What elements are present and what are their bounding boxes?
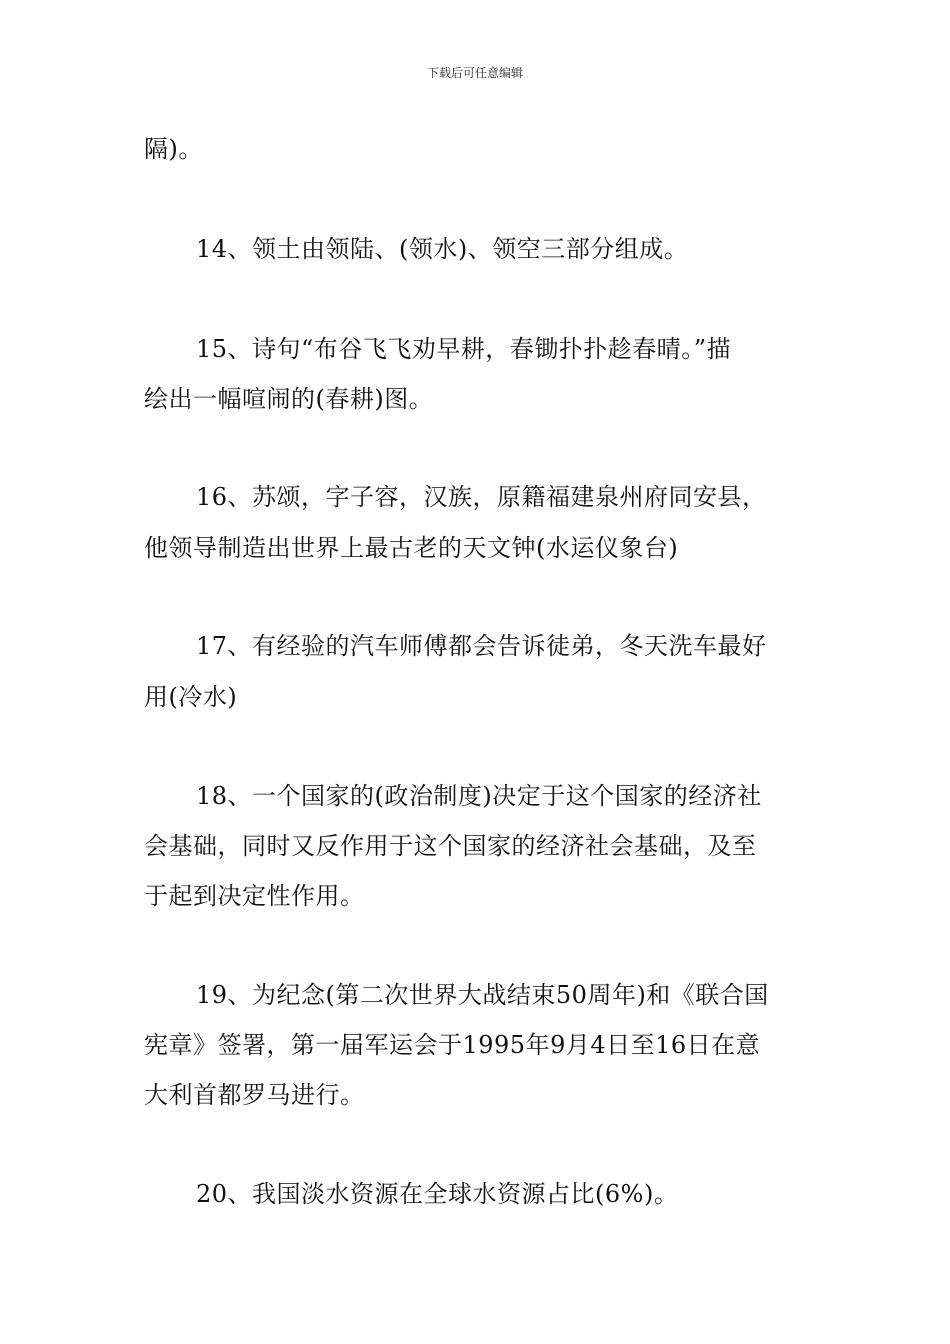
page-header: 下载后可任意编辑 [426,66,523,80]
text-line: 大利首都罗马进行。 [144,1081,365,1109]
text-line: 14、领土由领陆、(领水)、领空三部分组成。 [196,235,689,263]
text-line: 18、一个国家的(政治制度)决定于这个国家的经济社 [196,782,762,810]
text-line: 用(冷水) [144,683,238,711]
text-line: 17、有经验的汽车师傅都会告诉徒弟，冬天洗车最好 [196,632,767,660]
text-line: 15、诗句“布谷飞飞劝早耕，春锄扑扑趁春晴。”描 [196,335,732,363]
text-line: 20、我国淡水资源在全球水资源占比(6%)。 [196,1180,679,1208]
text-line: 16、苏颂，字子容，汉族，原籍福建泉州府同安县， [196,483,767,511]
text-line: 于起到决定性作用。 [144,882,365,910]
text-line: 他领导制造出世界上最古老的天文钟(水运仪象台) [144,534,679,562]
text-line: 隔)。 [144,135,203,163]
text-line: 绘出一幅喧闹的(春耕)图。 [144,385,434,413]
text-line: 19、为纪念(第二次世界大战结束50周年)和《联合国 [196,981,769,1009]
text-line: 会基础，同时又反作用于这个国家的经济社会基础，及至 [144,832,757,860]
text-line: 宪章》签署，第一届军运会于1995年9月4日至16日在意 [144,1031,761,1059]
